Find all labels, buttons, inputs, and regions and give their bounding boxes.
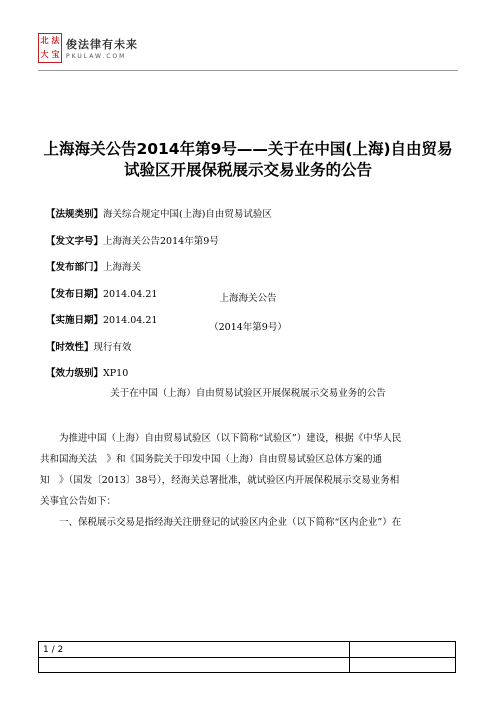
meta-row-doc-number — [46, 233, 466, 247]
body-line: 一、保税展示交易是指经海关注册登记的试验区内企业（以下简称“区内企业”）在 — [59, 517, 402, 528]
body-line: 共和国海关法 》和《国务院关于印发中国（上海）自由贸易试验区总体方案的通 — [40, 454, 383, 465]
meta-value: 上海海关公告2014年第9号 — [103, 235, 219, 247]
meta-label: 【时效性】 — [46, 341, 94, 353]
meta-label: 【发文字号】 — [46, 235, 104, 247]
logo-domain: PKULAW.COM — [66, 53, 127, 60]
page-number: 1 / 2 — [43, 645, 64, 655]
page-footer-table — [38, 641, 456, 673]
seal-char: 北 — [40, 36, 49, 45]
meta-label: 【法规类别】 — [46, 209, 104, 220]
logo-slogan: 俊法律有未来 — [66, 38, 138, 51]
meta-value: 上海海关 — [103, 262, 142, 273]
announcement-number: （2014年第9号） — [209, 322, 287, 333]
header-divider — [38, 70, 458, 71]
seal-char: 宝 — [51, 50, 60, 59]
title-line: 试验区开展保税展示交易业务的公告 — [123, 161, 372, 179]
meta-value: 海关综合规定中国(上海)自由贸易试验区 — [103, 209, 272, 220]
issuer-line: 上海海关公告 — [219, 293, 277, 304]
body-line: 关事宜公告如下： — [40, 496, 117, 507]
pkulaw-logo-seal — [38, 33, 62, 63]
meta-label: 【实施日期】 — [46, 315, 104, 326]
meta-value: XP10 — [103, 368, 129, 379]
seal-char: 法 — [51, 36, 60, 45]
meta-value: 2014.04.21 — [103, 288, 158, 300]
meta-row-department — [46, 259, 466, 273]
meta-label: 【发布部门】 — [46, 262, 104, 273]
body-paragraph — [40, 428, 460, 533]
document-title — [40, 139, 456, 181]
meta-label: 【发布日期】 — [46, 288, 104, 300]
title-line: 上海海关公告2014年第9号——关于在中国(上海)自由贸易 — [43, 140, 453, 158]
meta-row-category — [46, 206, 466, 220]
meta-row-level — [46, 365, 466, 379]
meta-value: 2014.04.21 — [103, 315, 158, 326]
meta-value: 现行有效 — [93, 341, 132, 353]
meta-label: 【效力级别】 — [46, 368, 104, 379]
body-line: 知 》（国发〔2013〕38号），经海关总署批准，就试验区内开展保税展示交易业务相 — [40, 475, 400, 486]
body-line: 为推进中国（上海）自由贸易试验区（以下简称“试验区”）建设，根据《中华人民 — [59, 433, 402, 444]
seal-char: 大 — [40, 50, 49, 59]
meta-row-validity — [46, 339, 466, 353]
announcement-title: 关于在中国（上海）自由贸易试验区开展保税展示交易业务的公告 — [110, 388, 386, 399]
